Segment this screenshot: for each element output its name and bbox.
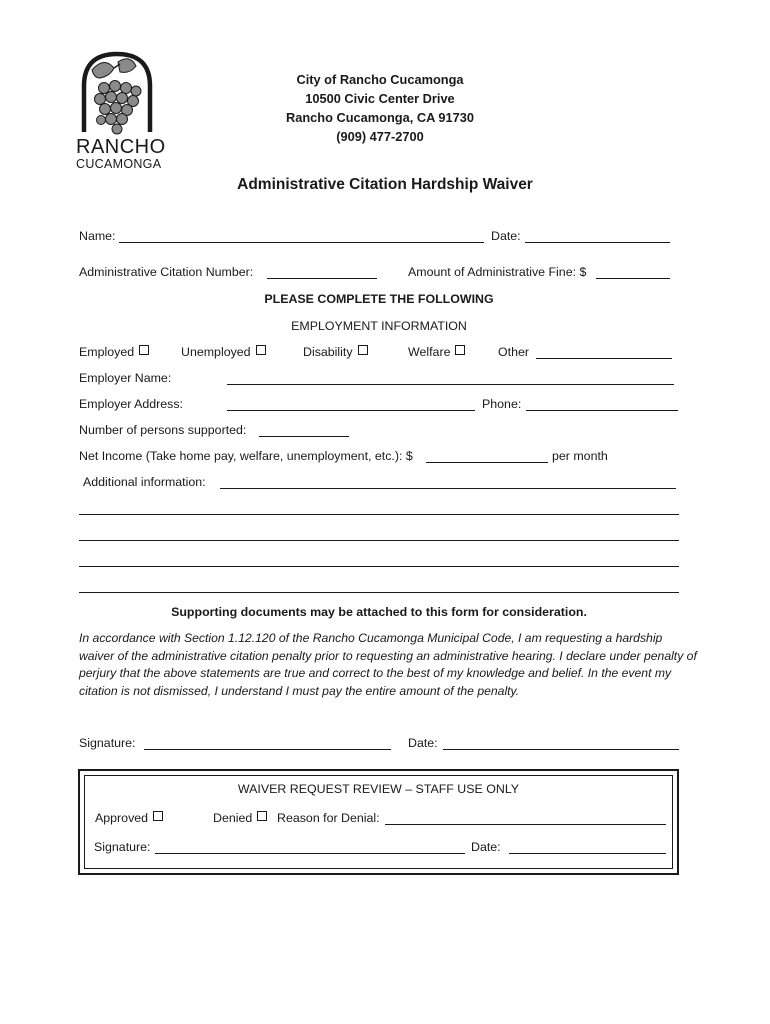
- approved-checkbox[interactable]: [153, 811, 163, 821]
- signature-label: Signature:: [79, 736, 136, 750]
- reason-for-denial-field[interactable]: [385, 824, 666, 825]
- employment-heading: EMPLOYMENT INFORMATION: [291, 319, 467, 333]
- additional-info-label: Additional information:: [83, 475, 206, 489]
- staff-approved-option: [95, 811, 148, 825]
- option-employed: [79, 345, 134, 359]
- per-month-label: per month: [552, 449, 608, 463]
- option-welfare: [408, 345, 450, 359]
- fine-amount-label: Amount of Administrative Fine: $: [408, 265, 587, 279]
- other-label: Other: [498, 345, 529, 359]
- staff-signature-field[interactable]: [155, 853, 465, 854]
- unemployed-checkbox[interactable]: [256, 345, 266, 355]
- city-phone: (909) 477-2700: [336, 129, 424, 144]
- option-disability: [303, 345, 353, 359]
- employed-label: Employed: [79, 345, 135, 359]
- disability-label: Disability: [303, 345, 353, 359]
- section-heading: PLEASE COMPLETE THE FOLLOWING: [264, 292, 494, 306]
- citation-number-label: Administrative Citation Number:: [79, 265, 254, 279]
- staff-heading: WAIVER REQUEST REVIEW – STAFF USE ONLY: [237, 782, 520, 796]
- form-title: Administrative Citation Hardship Waiver: [237, 176, 533, 193]
- employed-checkbox[interactable]: [139, 345, 149, 355]
- reason-for-denial-label: Reason for Denial:: [277, 811, 380, 825]
- other-field[interactable]: [536, 358, 672, 359]
- citation-number-field[interactable]: [267, 278, 377, 279]
- denied-label: Denied: [213, 811, 253, 825]
- employer-name-field[interactable]: [227, 384, 674, 385]
- employer-address-field[interactable]: [227, 410, 475, 411]
- additional-info-line[interactable]: [79, 592, 679, 593]
- denied-checkbox[interactable]: [257, 811, 267, 821]
- street-address: 10500 Civic Center Drive: [305, 91, 455, 106]
- staff-date-label: Date:: [471, 840, 501, 854]
- date-field[interactable]: [525, 242, 670, 243]
- additional-info-line[interactable]: [79, 566, 679, 567]
- city-address-block: [230, 70, 530, 146]
- logo-text-cucamonga: CUCAMONGA: [76, 157, 162, 171]
- net-income-field[interactable]: [426, 462, 548, 463]
- name-field[interactable]: [119, 242, 484, 243]
- persons-supported-field[interactable]: [259, 436, 349, 437]
- staff-signature-label: Signature:: [94, 840, 151, 854]
- persons-supported-label: Number of persons supported:: [79, 423, 247, 437]
- signature-date-label: Date:: [408, 736, 438, 750]
- city-state-zip: Rancho Cucamonga, CA 91730: [286, 110, 474, 125]
- option-unemployed: [181, 345, 251, 359]
- additional-info-line[interactable]: [79, 514, 679, 515]
- signature-date-field[interactable]: [443, 749, 679, 750]
- fine-amount-field[interactable]: [596, 278, 670, 279]
- signature-field[interactable]: [144, 749, 391, 750]
- name-label: Name:: [79, 229, 116, 243]
- employer-address-label: Employer Address:: [79, 397, 183, 411]
- welfare-checkbox[interactable]: [455, 345, 465, 355]
- org-name: City of Rancho Cucamonga: [296, 72, 464, 87]
- staff-date-field[interactable]: [509, 853, 666, 854]
- unemployed-label: Unemployed: [181, 345, 251, 359]
- phone-field[interactable]: [526, 410, 678, 411]
- supporting-documents-note: Supporting documents may be attached to this form for consideration.: [171, 605, 587, 619]
- employer-name-label: Employer Name:: [79, 371, 172, 385]
- staff-review-box: [78, 769, 679, 875]
- additional-info-field[interactable]: [220, 488, 676, 489]
- approved-label: Approved: [95, 811, 149, 825]
- disability-checkbox[interactable]: [358, 345, 368, 355]
- phone-label: Phone:: [482, 397, 522, 411]
- welfare-label: Welfare: [408, 345, 451, 359]
- net-income-label: Net Income (Take home pay, welfare, unemployment, etc.): $: [79, 449, 413, 463]
- additional-info-line[interactable]: [79, 540, 679, 541]
- staff-denied-option: [213, 811, 252, 825]
- declaration-text: In accordance with Section 1.12.120 of the Rancho Cucamonga Municipal Code, I am requesting a hardship waiver of the administrative citation penalty prior to requesting an administrative hearing. I declare under penalty of perjury that the above statements are true and correct to the best of my knowledge and belief. In the event my citation is not dismissed, I understand I must pay the entire amount of the penalty.: [79, 631, 697, 698]
- logo-text-rancho: RANCHO: [76, 136, 166, 158]
- date-label: Date:: [491, 229, 521, 243]
